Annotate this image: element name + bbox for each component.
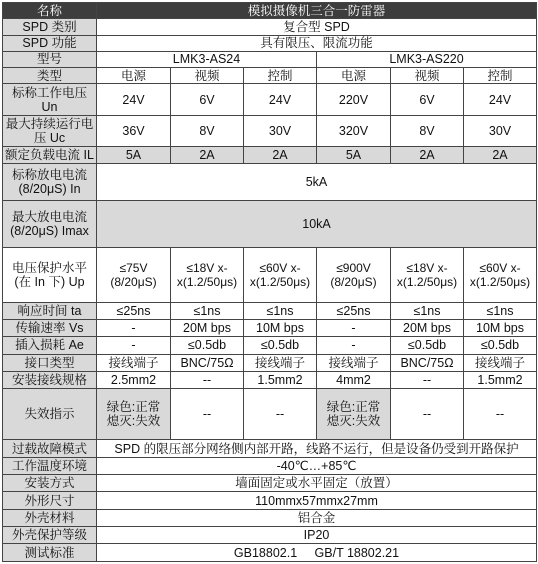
value-cell: 20M bps <box>171 319 244 336</box>
temperature-row <box>3 457 537 474</box>
protection-cell: ≤75V (8/20μS) <box>97 248 171 302</box>
max-voltage-label: 最大持续运行电压 Uc <box>3 115 97 146</box>
protection-level-row <box>3 248 537 302</box>
value-cell: - <box>97 319 171 336</box>
value-cell: - <box>97 337 171 354</box>
value-cell: -- <box>391 371 464 388</box>
value-cell: 2A <box>391 147 464 163</box>
max-voltage-row <box>3 115 537 146</box>
value-cell: 接线端子 <box>244 354 317 371</box>
value-cell: 4mm2 <box>317 371 391 388</box>
value-cell: 10M bps <box>464 319 537 336</box>
overload-row <box>3 440 537 457</box>
temperature-value: -40℃…+85℃ <box>97 457 537 474</box>
overload-label: 过载故障模式 <box>3 440 97 457</box>
response-time-label: 响应时间 ta <box>3 302 97 319</box>
value-cell: -- <box>244 389 317 440</box>
line-type-cell: 视频 <box>391 68 464 84</box>
value-cell: 24V <box>464 84 537 115</box>
rated-voltage-label: 标称工作电压 Un <box>3 84 97 115</box>
value-cell: 30V <box>464 115 537 146</box>
value-cell: 8V <box>391 115 464 146</box>
value-cell: BNC/75Ω <box>391 354 464 371</box>
spd-function-value: 具有限压、限流功能 <box>97 35 537 51</box>
value-cell: 20M bps <box>391 319 464 336</box>
value-cell: 6V <box>391 84 464 115</box>
load-current-label: 额定负载电流 IL <box>3 147 97 163</box>
line-type-cell: 电源 <box>317 68 391 84</box>
interface-type-row <box>3 354 537 371</box>
failure-indicator-label: 失效指示 <box>3 389 97 440</box>
line-type-cell: 视频 <box>171 68 244 84</box>
value-cell: 1.5mm2 <box>244 371 317 388</box>
value-cell: ≤25ns <box>317 302 391 319</box>
value-cell: BNC/75Ω <box>171 354 244 371</box>
spd-type-value: 复合型 SPD <box>97 19 537 35</box>
value-cell: -- <box>171 371 244 388</box>
max-discharge-row <box>3 200 537 248</box>
protection-grade-label: 外壳保护等级 <box>3 527 97 544</box>
value-cell: -- <box>464 389 537 440</box>
value-cell: 绿色:正常 熄灭:失效 <box>317 389 391 440</box>
test-standard-label: 测试标准 <box>3 544 97 562</box>
rated-voltage-row <box>3 84 537 115</box>
housing-material-row <box>3 509 537 526</box>
value-cell: ≤25ns <box>97 302 171 319</box>
value-cell: ≤0.5db <box>171 337 244 354</box>
dimensions-row <box>3 492 537 509</box>
nominal-discharge-label: 标称放电电流 (8/20μS) In <box>3 163 97 200</box>
wiring-spec-row <box>3 371 537 388</box>
mounting-label: 安装方式 <box>3 475 97 492</box>
value-cell: - <box>317 319 391 336</box>
protection-cell: ≤60V x-x(1.2/50μs) <box>464 248 537 302</box>
overload-value: SPD 的限压部分网络侧内部开路，线路不运行，但是设备仍受到开路保护 <box>97 440 537 457</box>
nominal-discharge-value: 5kA <box>97 163 537 200</box>
model-label: 型号 <box>3 51 97 67</box>
value-cell: 8V <box>171 115 244 146</box>
value-cell: ≤1ns <box>171 302 244 319</box>
model-a: LMK3-AS24 <box>97 51 317 67</box>
response-time-row <box>3 302 537 319</box>
value-cell: 320V <box>317 115 391 146</box>
protection-cell: ≤900V (8/20μS) <box>317 248 391 302</box>
interface-type-label: 接口类型 <box>3 354 97 371</box>
value-cell: ≤1ns <box>464 302 537 319</box>
value-cell: 接线端子 <box>317 354 391 371</box>
spd-function-label: SPD 功能 <box>3 35 97 51</box>
value-cell: ≤1ns <box>391 302 464 319</box>
line-type-cell: 控制 <box>244 68 317 84</box>
value-cell: 接线端子 <box>464 354 537 371</box>
protection-cell: ≤18V x-x(1.2/50μs) <box>391 248 464 302</box>
dimensions-label: 外形尺寸 <box>3 492 97 509</box>
spd-type-row <box>3 19 537 35</box>
value-cell: ≤0.5db <box>464 337 537 354</box>
value-cell: - <box>317 337 391 354</box>
value-cell: -- <box>391 389 464 440</box>
value-cell: 5A <box>97 147 171 163</box>
test-standard-value: GB18802.1 GB/T 18802.21 <box>97 544 537 562</box>
line-type-row <box>3 68 537 84</box>
max-discharge-value: 10kA <box>97 200 537 248</box>
value-cell: 10M bps <box>244 319 317 336</box>
header-row <box>3 3 537 19</box>
housing-material-label: 外壳材料 <box>3 509 97 526</box>
spec-table <box>2 2 537 562</box>
line-type-cell: 控制 <box>464 68 537 84</box>
value-cell: 接线端子 <box>97 354 171 371</box>
temperature-label: 工作温度环境 <box>3 457 97 474</box>
value-cell: 2A <box>171 147 244 163</box>
value-cell: 24V <box>97 84 171 115</box>
value-cell: 6V <box>171 84 244 115</box>
value-cell: 24V <box>244 84 317 115</box>
mounting-row <box>3 475 537 492</box>
value-cell: 绿色:正常 熄灭:失效 <box>97 389 171 440</box>
value-cell: 30V <box>244 115 317 146</box>
value-cell: ≤1ns <box>244 302 317 319</box>
transfer-rate-row <box>3 319 537 336</box>
load-current-row <box>3 147 537 163</box>
spd-function-row <box>3 35 537 51</box>
model-row <box>3 51 537 67</box>
value-cell: 36V <box>97 115 171 146</box>
transfer-rate-label: 传输速率 Vs <box>3 319 97 336</box>
line-type-cell: 电源 <box>97 68 171 84</box>
product-name: 模拟摄像机三合一防雷器 <box>97 3 537 19</box>
test-standard-row <box>3 544 537 562</box>
insertion-loss-label: 插入损耗 Ae <box>3 337 97 354</box>
value-cell: ≤0.5db <box>244 337 317 354</box>
insertion-loss-row <box>3 337 537 354</box>
failure-indicator-row <box>3 389 537 440</box>
line-type-label: 类型 <box>3 68 97 84</box>
max-discharge-label: 最大放电电流 (8/20μS) Imax <box>3 200 97 248</box>
protection-grade-value: IP20 <box>97 527 537 544</box>
name-label: 名称 <box>3 3 97 19</box>
model-b: LMK3-AS220 <box>317 51 537 67</box>
value-cell: 220V <box>317 84 391 115</box>
value-cell: 5A <box>317 147 391 163</box>
value-cell: ≤0.5db <box>391 337 464 354</box>
value-cell: 1.5mm2 <box>464 371 537 388</box>
mounting-value: 墙面固定或水平固定（放置） <box>97 475 537 492</box>
protection-cell: ≤60V x-x(1.2/50μs) <box>244 248 317 302</box>
protection-grade-row <box>3 527 537 544</box>
housing-material-value: 铝合金 <box>97 509 537 526</box>
value-cell: -- <box>171 389 244 440</box>
value-cell: 2.5mm2 <box>97 371 171 388</box>
spd-type-label: SPD 类别 <box>3 19 97 35</box>
value-cell: 2A <box>464 147 537 163</box>
protection-level-label: 电压保护水平 (在 In 下) Up <box>3 248 97 302</box>
nominal-discharge-row <box>3 163 537 200</box>
value-cell: 2A <box>244 147 317 163</box>
protection-cell: ≤18V x-x(1.2/50μs) <box>171 248 244 302</box>
dimensions-value: 110mmx57mmx27mm <box>97 492 537 509</box>
wiring-spec-label: 安装接线规格 <box>3 371 97 388</box>
